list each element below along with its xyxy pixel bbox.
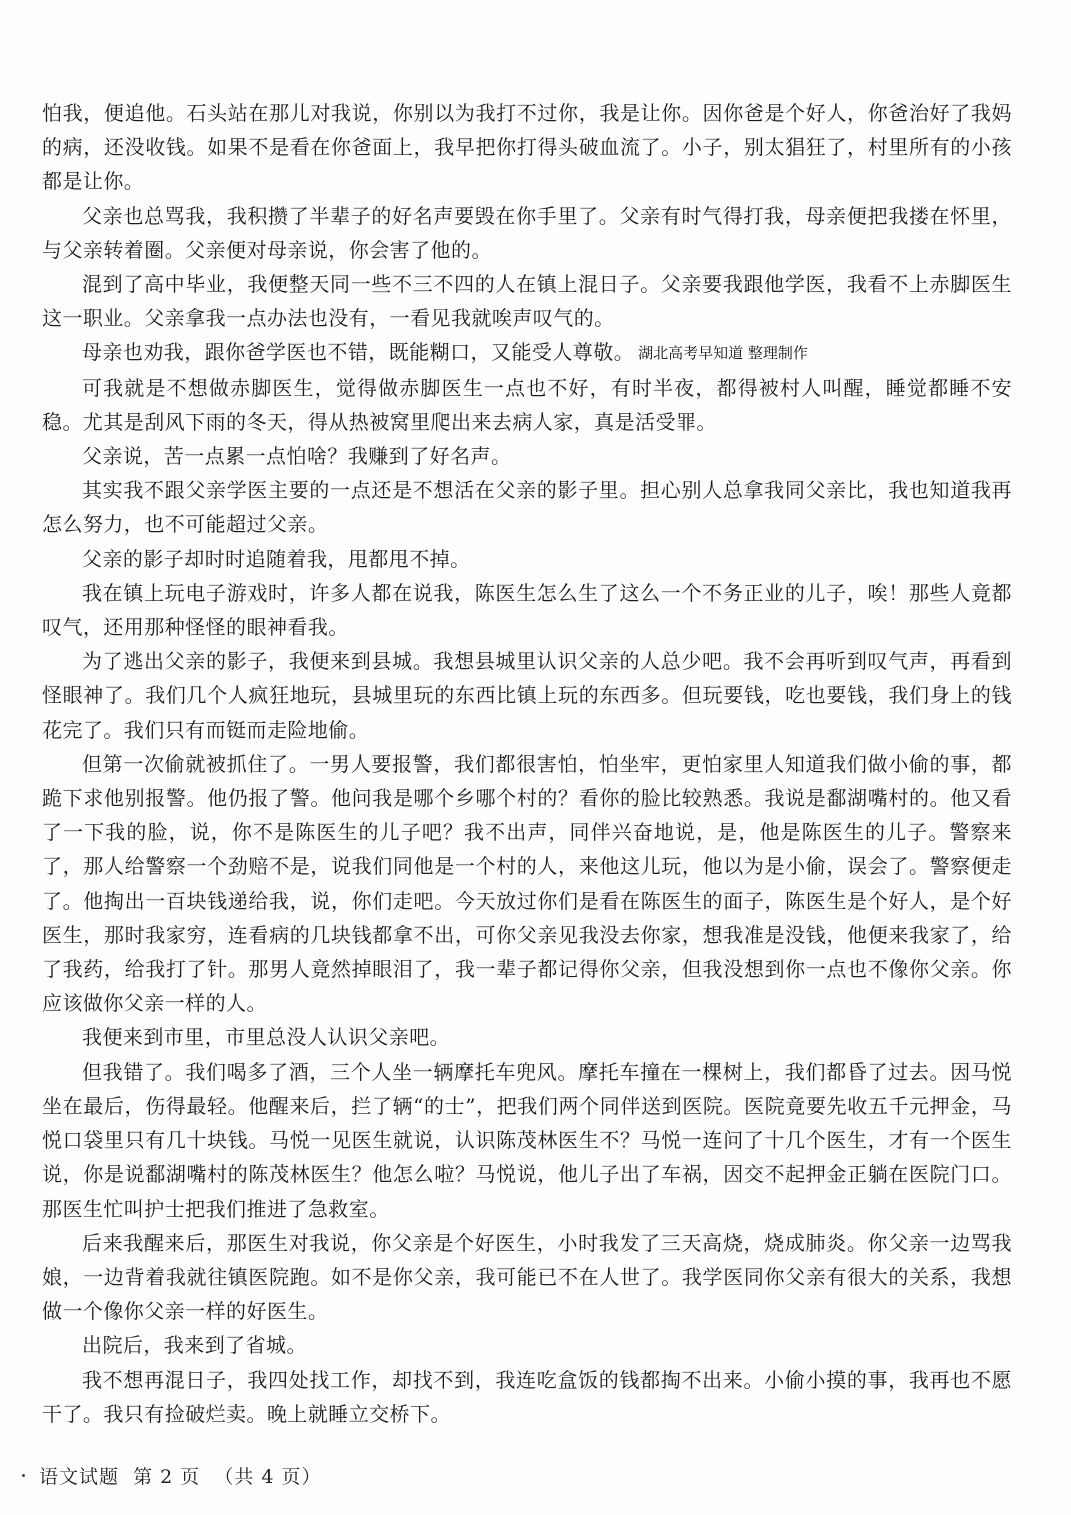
paragraph-11: 但第一次偷就被抓住了。一男人要报警，我们都很害怕，怕坐牢，更怕家里人知道我们做小偷的事，都跪下求他别报警。他仍报了警。他问我是哪个乡哪个村的？看你的脸比较熟悉。我说是鄱湖嘴村的。他又看了一下我的脸，说，你不是陈医生的儿子吧？我不出声，同伴兴奋地说，是，他是陈医生的儿子。警察来了，那人给警察一个劲赔不是，说我们同他是一个村的人，来他这儿玩，他以为是小偷，误会了。警察便走了。他掏出一百块钱递给我，说，你们走吧。今天放过你们是看在陈医生的面子，陈医生是个好人，是个好医生，那时我家穷，连看病的几块钱都拿不出，可你父亲见我没去你家，想我准是没钱，他便来我家了，给了我药，给我打了针。那男人竟然掉眼泪了，我一辈子都记得你父亲，但我没想到你一点也不像你父亲。你应该做你父亲一样的人。 bbox=[42, 751, 1012, 1016]
paragraph-1: 怕我，便追他。石头站在那儿对我说，你别以为我打不过你，我是让你。因你爸是个好人，你爸治好了我妈的病，还没收钱。如果不是看在你爸面上，我早把你打得头破血流了。小子，别太猖狂了，村里所有的小孩都是让你。 bbox=[42, 101, 1012, 194]
paragraph-5: 可我就是不想做赤脚医生，觉得做赤脚医生一点也不好，有时半夜，都得被村人叫醒，睡觉都睡不安稳。尤其是刮风下雨的冬天，得从热被窝里爬出来去病人家，真是活受罪。 bbox=[42, 375, 1012, 434]
paragraph-14: 后来我醒来后，那医生对我说，你父亲是个好医生，小时我发了三天高烧，烧成肺炎。你父亲一边骂我娘，一边背着我就往镇医院跑。如不是你父亲，我可能已不在人世了。我学医同你父亲有很大的关系，我想做一个像你父亲一样的好医生。 bbox=[42, 1230, 1012, 1324]
bullet-dot-icon bbox=[22, 1474, 25, 1477]
paragraph-13: 但我错了。我们喝多了酒，三个人坐一辆摩托车兜风。摩托车撞在一棵树上，我们都昏了过去。因马悦坐在最后，伤得最轻。他醒来后，拦了辆“的士”，把我们两个同伴送到医院。医院竟要先收五千元押金，马悦口袋里只有几十块钱。马悦一见医生就说，认识陈茂林医生不？马悦一连问了十几个医生，才有一个医生说，你是说鄱湖嘴村的陈茂林医生？他怎么啦？马悦说，他儿子出了车祸，因交不起押金正躺在医院门口。那医生忙叫护士把我们推进了急救室。 bbox=[42, 1059, 1012, 1221]
footer-page-label: 语文试题 第 2 页 （共 4 页） bbox=[39, 1466, 322, 1488]
paragraph-6: 父亲说，苦一点累一点怕啥？我赚到了好名声。 bbox=[82, 444, 512, 469]
paragraph-15: 出院后，我来到了省城。 bbox=[82, 1333, 307, 1358]
page-footer bbox=[22, 1462, 322, 1489]
paragraph-4 bbox=[42, 335, 1012, 370]
paragraph-7: 其实我不跟父亲学医主要的一点还是不想活在父亲的影子里。担心别人总拿我同父亲比，我也知道我再怎么努力，也不可能超过父亲。 bbox=[42, 478, 1012, 537]
paragraph-10: 为了逃出父亲的影子，我便来到县城。我想县城里认识父亲的人总少吧。我不会再听到叹气声，再看到怪眼神了。我们几个人疯狂地玩，县城里玩的东西比镇上玩的东西多。但玩要钱，吃也要钱，我们身上的钱花完了。我们只有而铤而走险地偷。 bbox=[42, 649, 1012, 742]
paragraph-8: 父亲的影子却时时追随着我，甩都甩不掉。 bbox=[82, 546, 471, 571]
paragraph-9: 我在镇上玩电子游戏时，许多人都在说我，陈医生怎么生了这么一个不务正业的儿子，唉！那些人竟都叹气，还用那种怪怪的眼神看我。 bbox=[42, 580, 1012, 640]
paragraph-4-text: 母亲也劝我，跟你爸学医也不错，既能糊口，又能受人尊敬。 bbox=[82, 340, 635, 365]
passage-body bbox=[42, 96, 1012, 1431]
paragraph-16: 我不想再混日子，我四处找工作，却找不到，我连吃盒饭的钱都掏不出来。小偷小摸的事，我再也不愿干了。我只有捡破烂卖。晚上就睡立交桥下。 bbox=[42, 1367, 1012, 1426]
watermark-text: 湖北高考早知道 整理制作 bbox=[638, 344, 808, 363]
paragraph-3: 混到了高中毕业，我便整天同一些不三不四的人在镇上混日子。父亲要我跟他学医，我看不上赤脚医生这一职业。父亲拿我一点办法也没有，一看见我就唉声叹气的。 bbox=[42, 272, 1012, 331]
paragraph-12: 我便来到市里，市里总没人认识父亲吧。 bbox=[82, 1025, 451, 1050]
paragraph-2: 父亲也总骂我，我积攒了半辈子的好名声要毁在你手里了。父亲有时气得打我，母亲便把我搂在怀里，与父亲转着圈。父亲便对母亲说，你会害了他的。 bbox=[42, 203, 1012, 262]
